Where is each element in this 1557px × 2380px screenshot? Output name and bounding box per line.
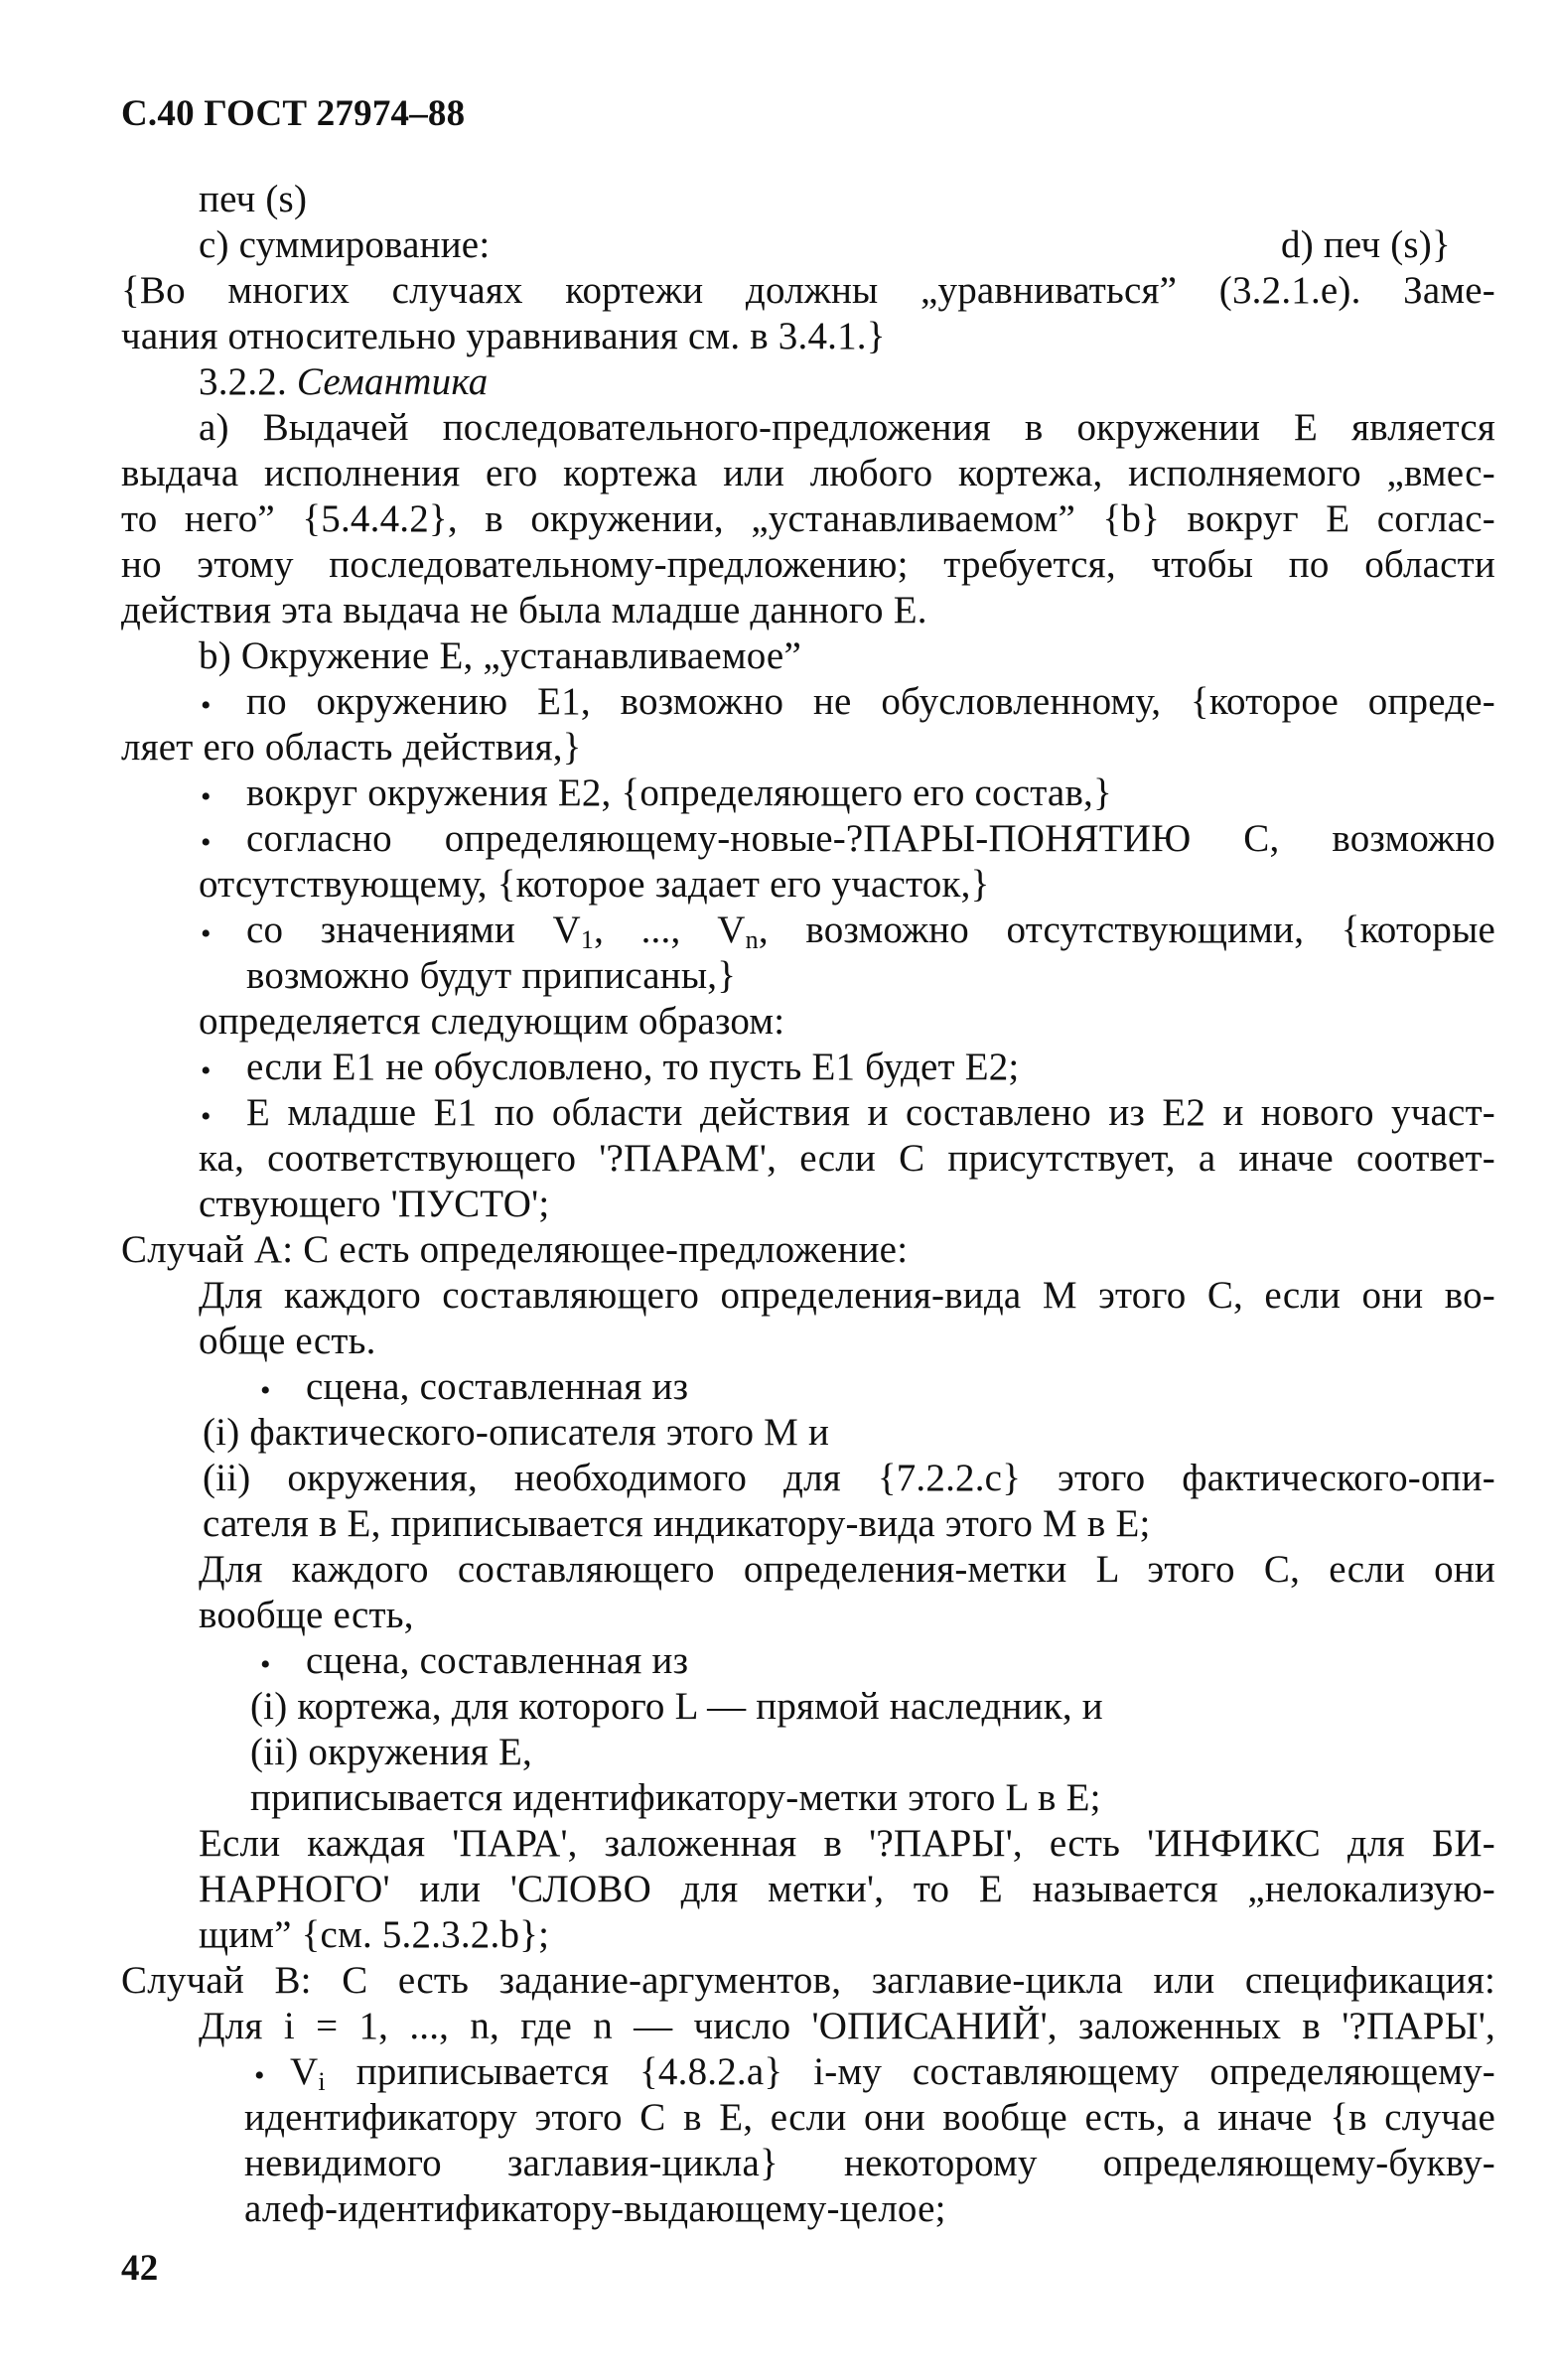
text-line: то него” {5.4.4.2}, в окружении, „устанавливаемом” {b} вокруг E соглас-	[121, 497, 1495, 540]
subscript: i	[318, 2067, 326, 2096]
bullet-marker: •	[254, 2059, 265, 2092]
text-line: (ii) окружения E,	[250, 1731, 532, 1773]
text-line: возможно будут приписаны,}	[246, 954, 737, 997]
text-line: алеф-идентификатору-выдающему-целое;	[244, 2187, 946, 2230]
section-heading	[199, 359, 489, 405]
bullet-marker: •	[260, 1374, 271, 1407]
text-line: Если каждая 'ПАРА', заложенная в '?ПАРЫ', есть 'ИНФИКС для БИ-	[199, 1822, 1495, 1865]
text-line: Для каждого составляющего определения-вида M этого C, если они во-	[199, 1274, 1495, 1317]
text-line: но этому последовательному-предложению; требуется, чтобы по области	[121, 543, 1495, 586]
bullet-marker: •	[201, 1100, 212, 1133]
text-fragment: со значениями V	[246, 909, 581, 951]
text-line: чания относительно уравнивания см. в 3.4.1.}	[121, 315, 886, 357]
text-line: ка, соответствующего '?ПАРАМ', если C присутствует, а иначе соответ-	[199, 1137, 1495, 1180]
text-line: идентификатору этого C в E, если они вообще есть, а иначе {в случае	[244, 2096, 1495, 2139]
section-title: Семантика	[296, 360, 489, 403]
text-line: если E1 не обусловлено, то пусть E1 будет E2;	[246, 1046, 1020, 1088]
text-line: c) суммирование:	[199, 223, 491, 266]
text-line: приписывается идентификатору-метки этого L в E;	[250, 1776, 1101, 1819]
page-number: 42	[121, 2248, 159, 2289]
text-line: определяется следующим образом:	[199, 1000, 785, 1043]
bullet-marker: •	[201, 689, 212, 722]
bullet-marker: •	[201, 917, 212, 950]
text-line: сцена, составленная из	[306, 1365, 689, 1408]
subscript: n	[745, 925, 759, 954]
text-line: выдача исполнения его кортежа или любого кортежа, исполняемого „вмес-	[121, 452, 1495, 494]
text-line: сцена, составленная из	[306, 1639, 689, 1682]
text-line: невидимого заглавия-цикла} некоторому определяющему-букву-	[244, 2142, 1495, 2184]
text-line: по окружению E1, возможно не обусловленному, {которое опреде-	[246, 680, 1495, 723]
text-line: Для i = 1, ..., n, где n — число 'ОПИСАНИЙ', заложенных в '?ПАРЫ',	[199, 2005, 1495, 2047]
text-line: вообще есть,	[199, 1594, 414, 1636]
text-line: Для каждого составляющего определения-метки L этого C, если они	[199, 1548, 1495, 1591]
text-line: щим” {см. 5.2.3.2.b};	[199, 1913, 550, 1956]
section-number: 3.2.2.	[199, 360, 297, 403]
text-line: вокруг окружения E2, {определяющего его состав,}	[246, 771, 1112, 814]
text-line: d) печ (s)}	[1281, 223, 1451, 266]
text-line: отсутствующему, {которое задает его участок,}	[199, 863, 990, 906]
running-header: С.40 ГОСТ 27974–88	[121, 93, 466, 134]
text-line: ствующего 'ПУСТО';	[199, 1183, 550, 1225]
text-line: {Во многих случаях кортежи должны „уравниваться” (3.2.1.e). Заме-	[121, 269, 1495, 312]
text-fragment: , возможно отсутствующими, {которые	[758, 909, 1496, 951]
text-line: ляет его область действия,}	[121, 726, 582, 769]
text-line: действия эта выдача не была младше данного E.	[121, 589, 927, 631]
text-fragment: приписывается {4.8.2.a} i-му составляющему определяющему-	[325, 2050, 1495, 2093]
bullet-marker: •	[260, 1648, 271, 1681]
bullet-marker: •	[201, 1054, 212, 1087]
text-line: a) Выдачей последовательного-предложения в окружении E является	[199, 406, 1495, 449]
text-line: НАРНОГО' или 'СЛОВО для метки', то E называется „нелокализую-	[199, 1868, 1495, 1910]
text-line: (ii) окружения, необходимого для {7.2.2.c} этого фактического-опи-	[203, 1457, 1495, 1499]
bullet-marker: •	[201, 826, 212, 859]
text-line: (i) кортежа, для которого L — прямой наследник, и	[250, 1685, 1103, 1728]
text-line: согласно определяющему-новые-?ПАРЫ-ПОНЯТИЮ C, возможно	[246, 817, 1495, 860]
subscript: 1	[580, 925, 595, 954]
case-heading: Случай A: C есть определяющее-предложение:	[121, 1228, 909, 1271]
text-line: E младше E1 по области действия и составлено из E2 и нового участ-	[246, 1091, 1495, 1134]
text-line: печ (s)	[199, 178, 308, 220]
case-heading: Случай B: C есть задание-аргументов, заглавие-цикла или спецификация:	[121, 1959, 1495, 2002]
text-line: сателя в E, приписывается индикатору-вида этого M в E;	[203, 1502, 1151, 1545]
text-fragment: , ..., V	[594, 909, 746, 951]
text-line: (i) фактического-описателя этого M и	[203, 1411, 830, 1454]
bullet-marker: •	[201, 780, 212, 813]
text-line: b) Окружение E, „устанавливаемое”	[199, 634, 801, 677]
text-fragment: V	[290, 2050, 319, 2093]
text-line: обще есть.	[199, 1320, 376, 1362]
